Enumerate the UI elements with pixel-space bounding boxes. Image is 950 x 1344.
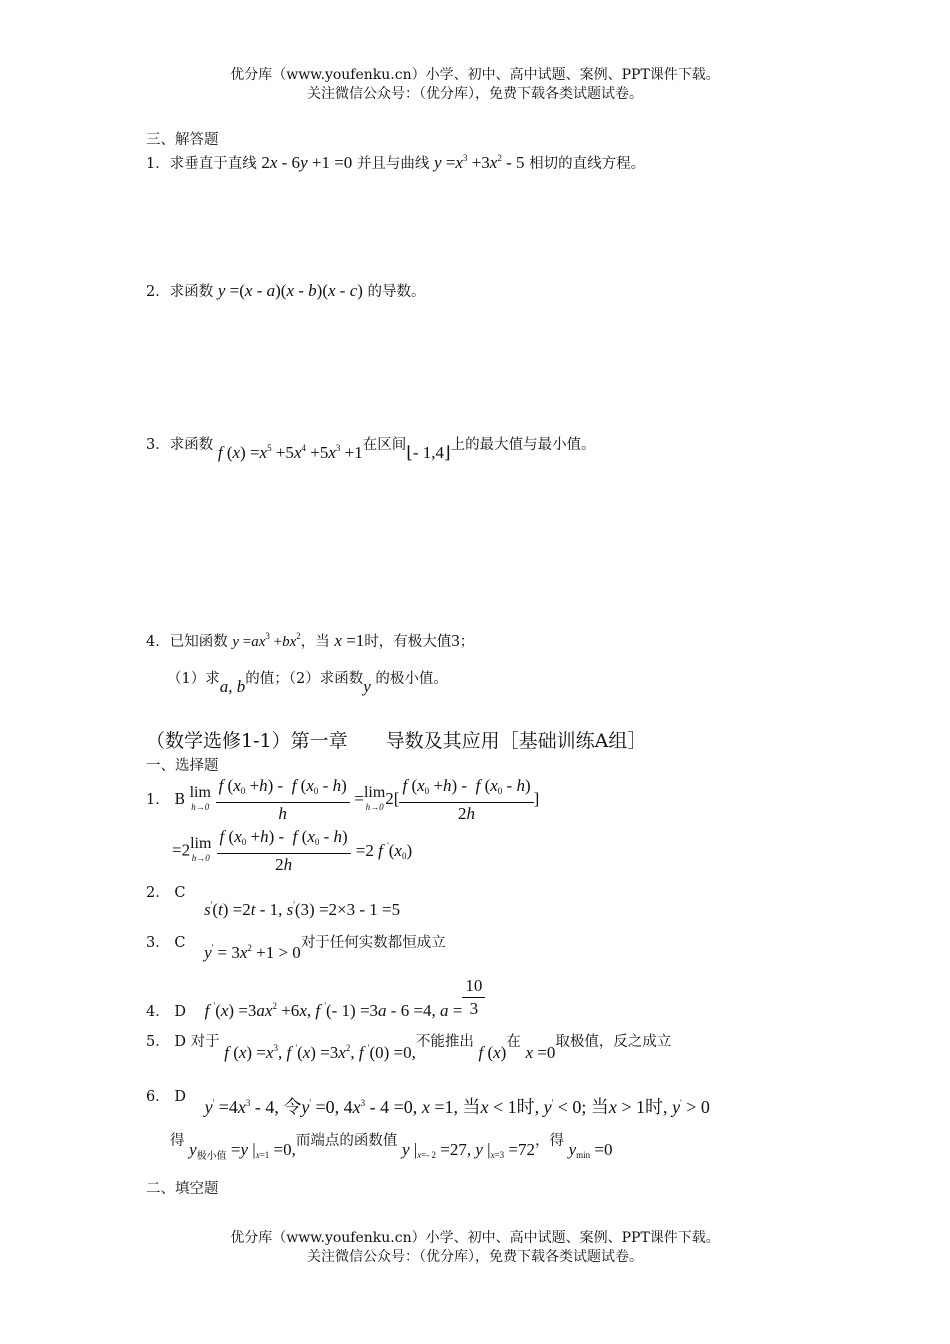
- footer-line-1: 优分库（www.youfenku.cn）小学、初中、高中试题、案例、PPT课件下载。: [230, 1230, 720, 1246]
- answer-6: 6． D $y' =4x^3 - 4$, 令y' =0, $4x^3 - 4 =0$, x =1, 当x < 1时, y' < 0; 当x > 1时, y' > 0: [146, 1089, 710, 1117]
- answer-2: 2． C s'(t) =2t - 1, s'(3) =2×3 - 1 =5: [146, 885, 401, 919]
- answer-1-line-2: =2 lim h→0 $\frac{f (x_0 +h) - f (x_0 - h)}{2h}$ =2 f $'(x_0)$: [172, 827, 413, 874]
- fill-heading: 二、填空题: [146, 1181, 219, 1197]
- answer-5: 5． D 对于 f $(x) =x^3$, f $'(x) =3x^2$, f '(0) =0,不能推出 f (x)在 x =0取极值，反之成立: [146, 1034, 672, 1062]
- header-line-1: 优分库（www.youfenku.cn）小学、初中、高中试题、案例、PPT课件下载。: [230, 67, 720, 83]
- answer-1: 1． B lim h→0 $\frac{f (x_0 +h) - f (x_0 - h)}{h}$ = lim h→0 2[ $\frac{f (x_0 +h) - f (x_0 - h)}{2h}$ ]: [146, 776, 540, 823]
- question-2: 2．求函数 y =(x - a)(x - b)(x - c) 的导数。: [146, 281, 426, 300]
- choice-heading: 一、选择题: [146, 758, 219, 774]
- footer-line-2: 关注微信公众号：（优分库），免费下载各类试题试卷。: [307, 1249, 643, 1265]
- question-1: 1．求垂直于直线 2x - 6y +1 =0 并且与曲线 $y =x^3 +3x^2 - 5$ 相切的直线方程。: [146, 153, 646, 172]
- section-heading-answer: 三、解答题: [146, 132, 219, 148]
- question-3: 3．求函数 f $(x) =x^5 +5x^4 +5x^3 +1$在区间⌊- 1,4⌋上的最大值与最小值。: [146, 437, 596, 462]
- question-4: 4．已知函数 $y =ax^3 +bx^2$，当 x =1时，有极大值3；: [146, 631, 475, 650]
- answer-title: （数学选修1-1）第一章 导数及其应用［基础训练A组］: [146, 730, 647, 752]
- question-4-sub: （1）求a, b的值；（2）求函数y 的极小值。: [167, 671, 448, 696]
- answer-4: 4． D f $'(x) =3ax^2 +6x$, f '(- 1) =3a - 6 =4, a = $\frac{10}{3}$: [146, 975, 485, 1020]
- header-line-2: 关注微信公众号：（优分库），免费下载各类试题试卷。: [307, 86, 643, 102]
- answer-3: 3． C $y' = 3x^2 +1 > 0$对于任何实数都恒成立: [146, 935, 446, 962]
- answer-6-line-2: 得 $y_{极小值} =y$ $|_{x=1} =0$,而端点的函数值 y $|_{x=- 2} =27$, y $|_{x=3} =72$，得 $y_{min} =0$: [170, 1133, 613, 1162]
